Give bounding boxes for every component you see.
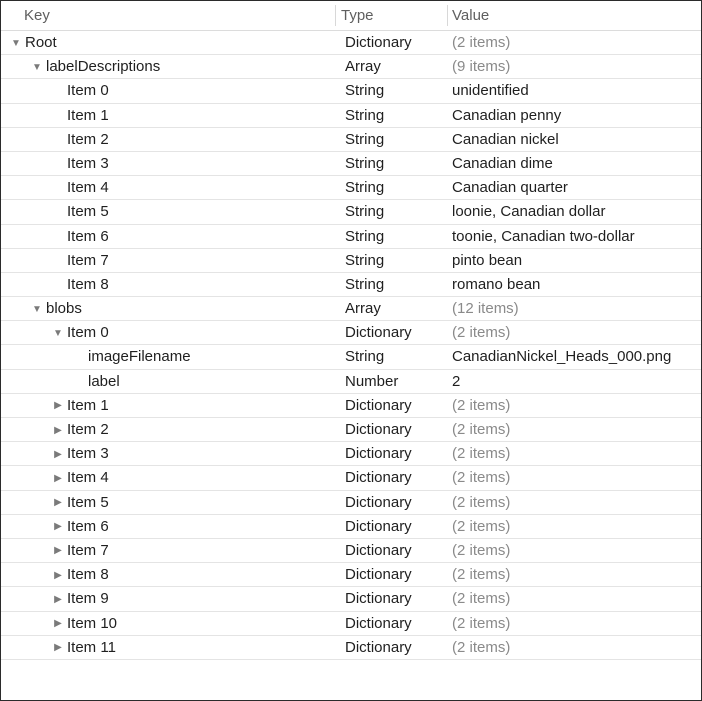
disclosure-triangle-collapsed-icon[interactable]: ▶ [54,521,62,533]
key-label[interactable]: label [88,372,120,390]
value-cell[interactable]: pinto bean [452,251,523,269]
disclosure-triangle-expanded-icon[interactable]: ▼ [53,327,63,339]
table-row[interactable] [1,491,701,515]
key-cell [51,442,109,466]
key-cell [51,418,109,442]
table-row[interactable] [1,297,701,321]
disclosure-triangle-collapsed-icon[interactable]: ▶ [54,593,62,605]
disclosure-triangle-collapsed-icon[interactable]: ▶ [54,569,62,581]
disclosure-spacer [51,176,65,200]
key-label[interactable]: Item 0 [67,324,109,342]
table-row[interactable] [1,55,701,79]
value-cell[interactable]: (12 items) [452,300,519,318]
type-cell[interactable]: String [345,203,385,221]
outline-rows [1,31,701,660]
type-cell[interactable]: Dictionary [345,445,412,463]
table-row[interactable] [1,563,701,587]
table-row[interactable] [1,515,701,539]
type-cell[interactable]: String [345,82,385,100]
value-cell[interactable]: (2 items) [452,445,511,463]
disclosure-triangle-collapsed-icon[interactable]: ▶ [54,497,62,509]
value-cell[interactable]: 2 [452,372,461,390]
value-cell[interactable]: loonie, Canadian dollar [452,203,606,221]
disclosure-triangle-collapsed-icon[interactable]: ▶ [54,618,62,629]
table-row[interactable] [1,587,701,611]
key-cell [51,128,109,152]
value-cell[interactable]: (2 items) [452,469,511,487]
type-cell[interactable]: Array [345,58,381,76]
key-cell [51,563,109,587]
type-cell[interactable]: String [345,251,385,269]
key-label[interactable]: Item 7 [67,251,109,269]
value-column-header[interactable]: Value [452,7,490,24]
type-cell[interactable]: Dictionary [345,421,412,438]
table-row[interactable] [1,370,701,394]
key-label[interactable]: Item 4 [67,469,109,487]
type-cell[interactable]: String [345,154,385,172]
value-cell[interactable]: Canadian nickel [452,130,559,148]
key-label[interactable]: Item 10 [67,614,118,632]
value-cell[interactable]: (9 items) [452,58,511,76]
type-column-header[interactable]: Type [341,7,374,24]
type-cell[interactable]: Dictionary [345,493,412,511]
table-row[interactable] [1,636,701,660]
key-label[interactable]: Item 5 [67,493,109,511]
value-cell[interactable]: (2 items) [452,614,511,632]
type-cell[interactable]: String [345,179,385,197]
key-cell [51,515,109,539]
key-cell [51,152,109,176]
table-row[interactable] [1,31,701,55]
type-cell[interactable]: Number [345,372,399,390]
key-cell [51,273,109,297]
type-cell[interactable]: Dictionary [345,517,412,535]
disclosure-triangle-expanded-icon[interactable]: ▼ [32,61,42,73]
column-header [1,1,701,31]
type-cell[interactable]: String [345,227,385,245]
type-cell[interactable]: Dictionary [345,638,412,656]
key-cell [51,587,109,611]
key-label[interactable]: Item 3 [67,154,109,172]
value-cell[interactable]: (2 items) [452,324,511,342]
type-cell[interactable]: String [345,130,385,148]
type-cell[interactable]: Dictionary [345,614,412,632]
table-row[interactable] [1,394,701,418]
type-cell[interactable]: Dictionary [345,34,412,51]
disclosure-triangle-collapsed-icon[interactable]: ▶ [54,642,62,654]
key-label[interactable]: blobs [46,300,82,318]
table-row[interactable] [1,321,701,345]
key-label[interactable]: Item 9 [67,590,109,608]
value-cell[interactable]: romano bean [452,275,541,293]
table-row[interactable] [1,225,701,249]
key-label[interactable]: labelDescriptions [46,58,161,76]
key-label[interactable]: Root [25,34,57,51]
key-label[interactable]: Item 7 [67,541,109,559]
key-cell [51,249,109,273]
key-label[interactable]: Item 3 [67,445,109,463]
table-row[interactable] [1,466,701,490]
table-row[interactable] [1,612,701,636]
disclosure-triangle-collapsed-icon[interactable]: ▶ [54,424,62,436]
table-row[interactable] [1,442,701,466]
value-cell[interactable]: Canadian penny [452,106,562,124]
key-label[interactable]: imageFilename [88,348,191,366]
disclosure-spacer [51,79,65,103]
key-label[interactable]: Item 1 [67,396,109,414]
key-column-header[interactable]: Key [24,7,50,24]
table-row[interactable] [1,128,701,152]
disclosure-spacer [72,345,86,369]
type-cell[interactable]: String [345,275,385,293]
table-row[interactable] [1,249,701,273]
type-cell[interactable]: String [345,106,385,124]
disclosure-spacer [51,273,65,297]
type-cell[interactable]: Array [345,300,381,318]
key-cell [51,636,116,660]
key-cell [51,79,109,103]
key-cell [51,539,109,563]
disclosure-spacer [51,104,65,128]
table-row[interactable] [1,200,701,224]
key-cell [72,345,191,369]
table-row[interactable] [1,79,701,103]
table-row[interactable] [1,418,701,442]
table-row[interactable] [1,152,701,176]
type-cell[interactable]: Dictionary [345,469,412,487]
disclosure-triangle-collapsed-icon[interactable]: ▶ [54,448,62,460]
disclosure-triangle-collapsed-icon[interactable]: ▶ [54,400,62,412]
value-cell[interactable]: (2 items) [452,421,511,438]
key-label[interactable]: Item 11 [67,638,116,656]
key-cell [51,491,109,515]
value-cell[interactable]: (2 items) [452,34,511,51]
value-cell[interactable]: Canadian quarter [452,179,568,197]
key-cell [51,466,109,490]
type-cell[interactable]: String [345,348,385,366]
table-row[interactable] [1,104,701,128]
value-cell[interactable]: (2 items) [452,493,511,511]
value-cell[interactable]: (2 items) [452,517,511,535]
key-label[interactable]: Item 8 [67,566,109,584]
type-cell[interactable]: Dictionary [345,324,412,342]
disclosure-spacer [51,152,65,176]
key-cell [30,55,160,79]
table-row[interactable] [1,176,701,200]
key-label[interactable]: Item 4 [67,179,109,197]
key-label[interactable]: Item 6 [67,517,109,535]
type-cell[interactable]: Dictionary [345,566,412,584]
disclosure-spacer [51,128,65,152]
key-cell [51,176,109,200]
type-cell[interactable]: Dictionary [345,396,412,414]
key-label[interactable]: Item 0 [67,82,109,100]
value-cell[interactable]: (2 items) [452,566,511,584]
value-cell[interactable]: Canadian dime [452,154,553,172]
key-label[interactable]: Item 2 [67,421,109,438]
value-cell[interactable]: (2 items) [452,541,511,559]
type-cell[interactable]: Dictionary [345,590,412,608]
disclosure-spacer [72,370,86,394]
key-cell [72,370,120,394]
value-cell[interactable]: (2 items) [452,638,511,656]
key-cell [51,394,109,418]
disclosure-triangle-collapsed-icon[interactable]: ▶ [54,545,62,557]
key-cell [30,297,82,321]
value-cell[interactable]: (2 items) [452,396,511,414]
key-label[interactable]: Item 5 [67,203,109,221]
key-label[interactable]: Item 8 [67,275,109,293]
disclosure-spacer [51,200,65,224]
table-row[interactable] [1,273,701,297]
table-row[interactable] [1,539,701,563]
value-cell[interactable]: unidentified [452,82,529,100]
disclosure-triangle-expanded-icon[interactable]: ▼ [32,303,42,315]
key-cell [51,104,109,128]
disclosure-spacer [51,225,65,249]
key-cell [51,321,109,345]
key-label[interactable]: Item 1 [67,106,109,124]
key-cell [51,200,109,224]
key-cell [9,31,57,55]
key-cell [51,225,109,249]
table-row[interactable] [1,345,701,369]
key-cell [51,612,117,636]
value-cell[interactable]: CanadianNickel_Heads_000.png [452,348,672,366]
disclosure-spacer [51,249,65,273]
key-label[interactable]: Item 6 [67,227,109,245]
value-cell[interactable]: toonie, Canadian two-dollar [452,227,635,245]
value-cell[interactable]: (2 items) [452,590,511,608]
type-cell[interactable]: Dictionary [345,541,412,559]
disclosure-triangle-collapsed-icon[interactable]: ▶ [54,472,62,484]
key-label[interactable]: Item 2 [67,130,109,148]
disclosure-triangle-expanded-icon[interactable]: ▼ [11,37,21,49]
